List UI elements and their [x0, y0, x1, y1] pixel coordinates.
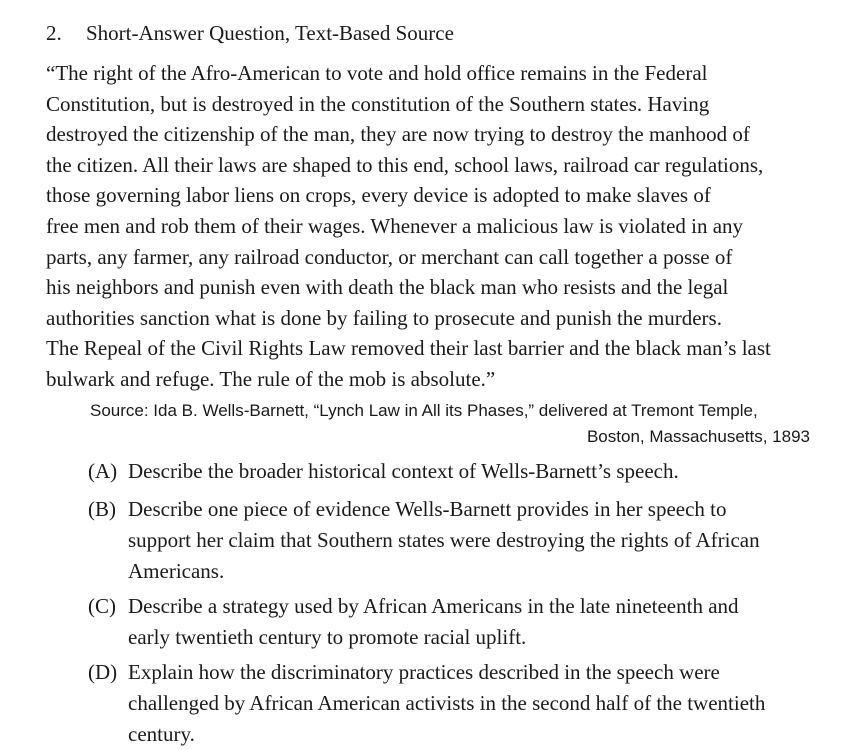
- part-a: [88, 456, 828, 487]
- part-line: Explain how the discriminatory practices described in the speech were: [128, 660, 720, 684]
- part-text: [128, 591, 828, 653]
- passage-line: “The right of the Afro-American to vote and hold office remains in the Federal: [46, 61, 708, 85]
- part-text: [128, 494, 828, 587]
- part-letter: (D): [88, 660, 118, 684]
- source-citation: [90, 398, 810, 450]
- part-letter: (C): [88, 594, 116, 618]
- question-title: Short-Answer Question, Text-Based Source: [86, 21, 454, 45]
- part-b: [88, 494, 828, 587]
- passage-line: free men and rob them of their wages. Whenever a malicious law is violated in any: [46, 213, 744, 238]
- question-heading: [46, 18, 454, 48]
- passage-line: authorities sanction what is done by failing to prosecute and punish the murders.: [46, 305, 722, 330]
- citation-line-1: Source: Ida B. Wells-Barnett, “Lynch Law in All its Phases,” delivered at Tremont Temple,: [90, 401, 758, 420]
- passage-line: his neighbors and punish even with death the black man who resists and the legal: [46, 275, 729, 300]
- part-line: early twentieth century to promote racial uplift.: [128, 625, 527, 649]
- passage-line: parts, any farmer, any railroad conductor, or merchant can call together a posse of: [46, 244, 733, 269]
- citation-line-2: Boston, Massachusetts, 1893: [586, 427, 810, 446]
- part-text: [128, 456, 828, 487]
- part-line: Describe one piece of evidence Wells-Barnett provides in her speech to: [128, 497, 727, 521]
- passage-line: bulwark and refuge. The rule of the mob is absolute.”: [46, 366, 496, 391]
- part-line: Americans.: [128, 559, 225, 583]
- part-line: century.: [128, 722, 195, 746]
- part-letter: (A): [88, 459, 118, 483]
- passage-line: destroyed the citizenship of the man, they are now trying to destroy the manhood of: [46, 122, 750, 147]
- question-number: 2.: [46, 21, 62, 45]
- part-line: Describe a strategy used by African Americans in the late nineteenth and: [128, 594, 739, 618]
- part-text: [128, 657, 828, 750]
- passage-line: the citizen. All their laws are shaped to this end, school laws, railroad car regulations,: [46, 152, 764, 177]
- part-line: support her claim that Southern states were destroying the rights of African: [128, 528, 760, 552]
- part-line: Describe the broader historical context of Wells-Barnett’s speech.: [128, 459, 679, 483]
- part-letter: (B): [88, 497, 116, 521]
- part-c: [88, 591, 828, 653]
- passage-line: Constitution, but is destroyed in the constitution of the Southern states. Having: [46, 91, 710, 116]
- passage-line: those governing labor liens on crops, every device is adopted to make slaves of: [46, 183, 711, 208]
- source-passage: [46, 58, 826, 395]
- passage-line: The Repeal of the Civil Rights Law removed their last barrier and the black man’s last: [46, 336, 771, 361]
- part-d: [88, 657, 828, 750]
- part-line: challenged by African American activists in the second half of the twentieth: [128, 691, 766, 715]
